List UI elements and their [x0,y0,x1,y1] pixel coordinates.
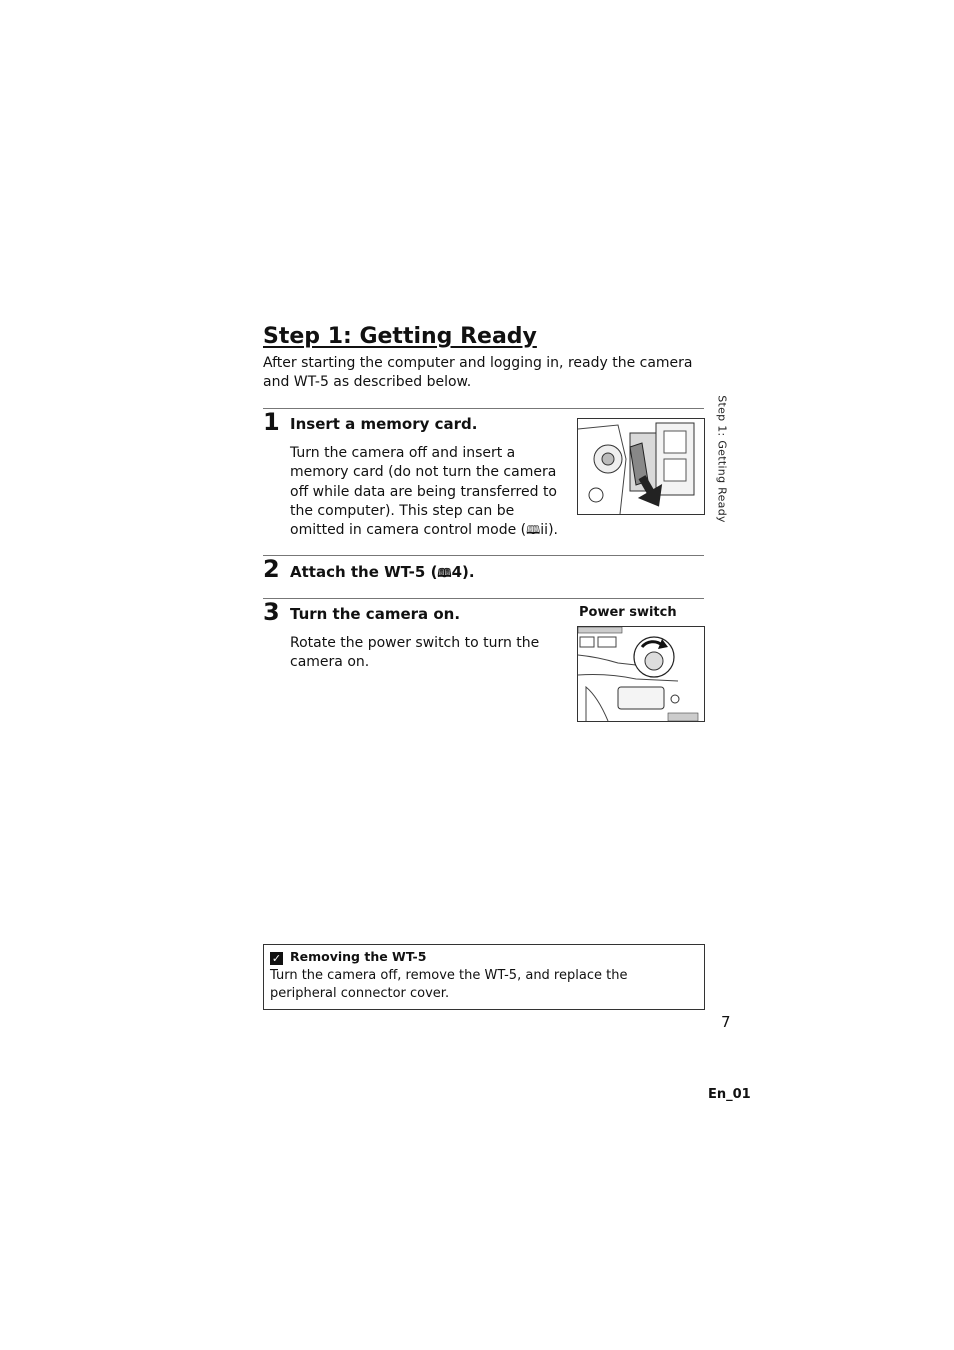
power-switch-illustration [577,626,705,722]
divider [263,555,704,556]
step-number: 3 [263,598,280,626]
step-body: Rotate the power switch to turn the camera on. [290,635,540,671]
note-title-row [270,949,426,965]
memory-card-illustration [577,418,705,515]
figure-label: Power switch [579,605,677,620]
step-body-text: Turn the camera off and insert a memory card (do not turn the camera off while data are being transferred to the computer). This step can be omitted in camera control mode ( [290,445,557,539]
intro-text: After starting the computer and logging in, ready the camera and WT-5 as described below. [263,355,693,390]
note-box [263,944,705,1010]
step-body-text-end: ). [548,522,558,539]
book-icon: 🕮 [437,566,452,580]
step-heading: Turn the camera on. [290,605,461,623]
book-icon: 🕮 [526,523,541,538]
step-heading-end: ). [462,563,475,581]
step-body [290,444,568,540]
note-title: Removing the WT-5 [290,949,427,964]
step-heading: Insert a memory card. [290,415,478,433]
footer-code: En_01 [708,1087,751,1102]
check-note-icon: ✓ [271,952,282,965]
side-tab [703,396,741,522]
note-body: Turn the camera off, remove the WT-5, and replace the peripheral connector cover. [270,968,628,1001]
step-number: 1 [263,408,280,436]
side-tab-label: Step 1: Getting Ready [715,395,729,523]
step-number: 2 [263,555,280,583]
page-title: Step 1: Getting Ready [263,324,537,349]
divider [263,408,704,409]
page-ref: 4 [451,563,463,581]
page-number: 7 [721,1013,731,1031]
step-heading [290,563,475,585]
page-ref: ii [540,522,549,539]
step-heading-text: Attach the WT-5 ( [290,563,438,581]
divider [263,598,704,599]
